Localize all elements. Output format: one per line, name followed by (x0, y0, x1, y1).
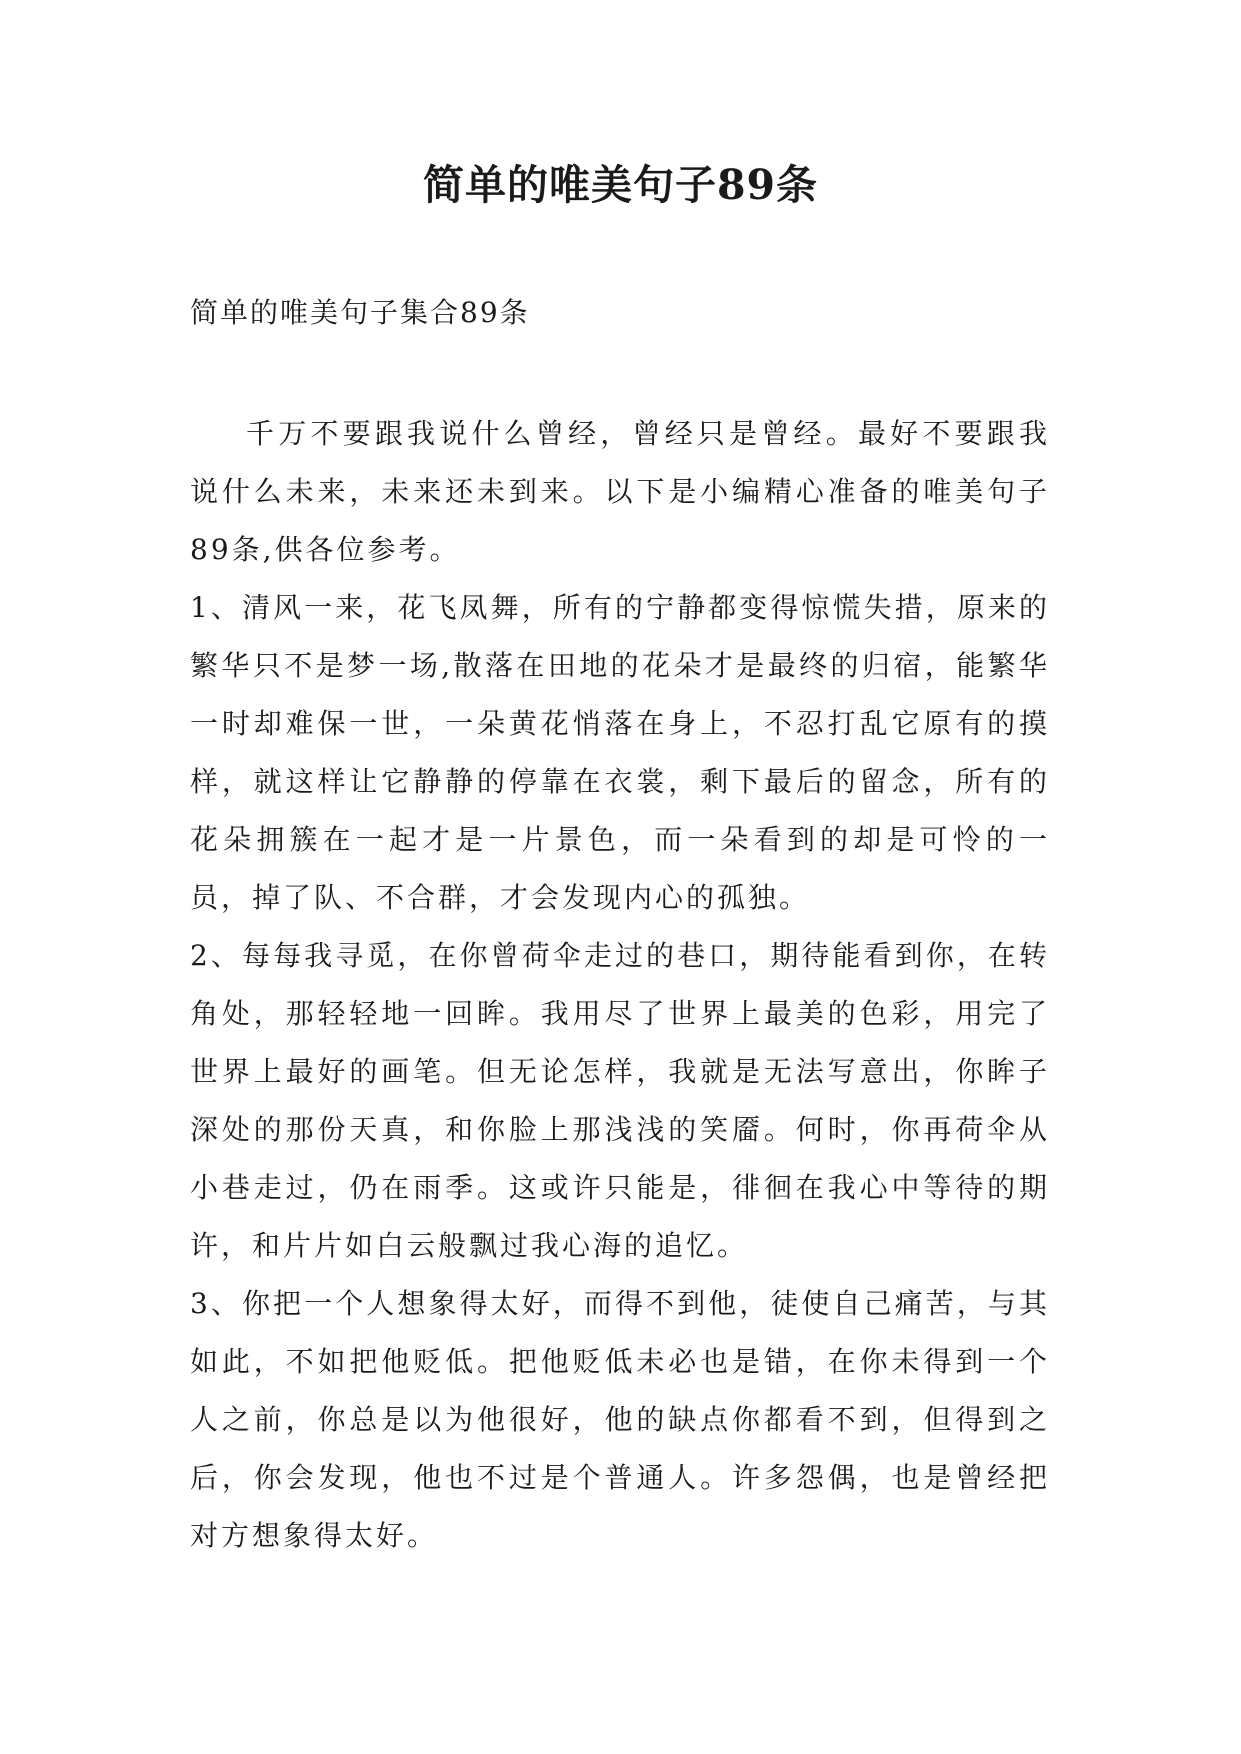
document-subtitle: 简单的唯美句子集合89条 (190, 296, 530, 329)
intro-paragraph: 千万不要跟我说什么曾经，曾经只是曾经。最好不要跟我说什么未来，未来还未到来。以下是小编精心准备的唯美句子89条,供各位参考。 (190, 417, 1050, 566)
page-title: 简单的唯美句子89条 (422, 161, 819, 209)
document-body (190, 405, 1050, 1565)
list-item-1: 1、清风一来，花飞凤舞，所有的宁静都变得惊慌失措，原来的繁华只不是梦一场,散落在田地的花朵才是最终的归宿，能繁华一时却难保一世，一朵黄花悄落在身上，不忍打乱它原有的摸样，就这样让它静静的停靠在衣裳，剩下最后的留念，所有的花朵拥簇在一起才是一片景色，而一朵看到的却是可怜的一员，掉了队、不合群，才会发现内心的孤独。 (190, 591, 1050, 914)
list-item-2: 2、每每我寻觅，在你曾荷伞走过的巷口，期待能看到你，在转角处，那轻轻地一回眸。我用尽了世界上最美的色彩，用完了世界上最好的画笔。但无论怎样，我就是无法写意出，你眸子深处的那份天真，和你脸上那浅浅的笑靥。何时，你再荷伞从小巷走过，仍在雨季。这或许只能是，徘徊在我心中等待的期许，和片片如白云般飘过我心海的追忆。 (190, 939, 1050, 1262)
list-item-3: 3、你把一个人想象得太好，而得不到他，徒使自己痛苦，与其如此，不如把他贬低。把他贬低未必也是错，在你未得到一个人之前，你总是以为他很好，他的缺点你都看不到，但得到之后，你会发现，他也不过是个普通人。许多怨偶，也是曾经把对方想象得太好。 (190, 1287, 1050, 1552)
